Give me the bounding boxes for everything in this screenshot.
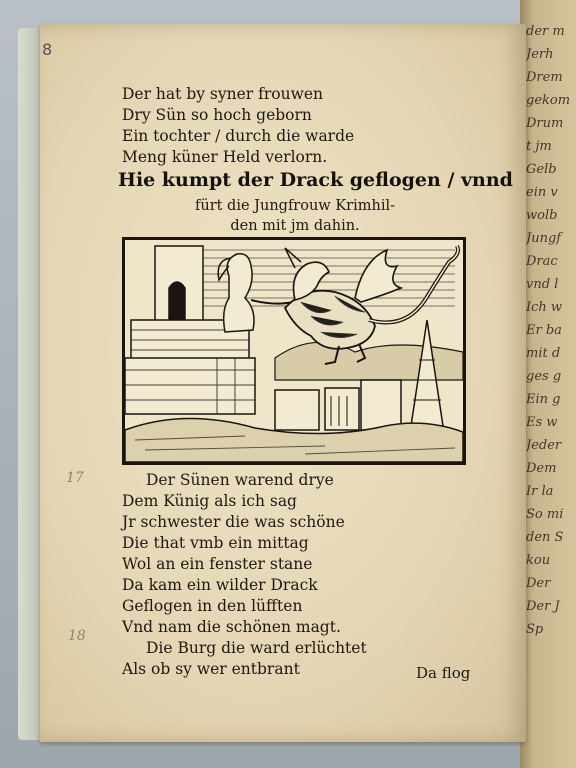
section-heading: Hie kumpt der Drack geflogen / vnnd — [118, 169, 513, 191]
facing-page-line: wolb — [526, 208, 558, 223]
verse-line: Als ob sy wer entbrant — [122, 660, 300, 678]
facing-page-line: der m — [526, 24, 565, 39]
verse-line: Dry Sün so hoch geborn — [122, 106, 312, 124]
margin-note: 17 — [66, 470, 84, 486]
facing-page-line: kou — [526, 553, 551, 568]
facing-page-line: mit d — [526, 346, 561, 361]
facing-page-line: Drum — [526, 116, 564, 131]
facing-page-line: Jungf — [526, 231, 562, 246]
facing-page-line: Ir la — [526, 484, 554, 499]
subheading-line: den mit jm dahin. — [230, 218, 360, 234]
verse-line: Die that vmb ein mittag — [122, 534, 309, 552]
verse-line: Da kam ein wilder Drack — [122, 576, 318, 594]
facing-page-line: t jm — [526, 139, 552, 154]
facing-page-line: Der J — [526, 599, 560, 614]
facing-page-line: den S — [526, 530, 564, 545]
verse-line: Die Burg die ward erlüchtet — [146, 639, 367, 657]
facing-page-line: Ein g — [526, 392, 561, 407]
margin-note: 18 — [68, 628, 86, 644]
facing-page-line: Gelb — [526, 162, 557, 177]
verse-line: Dem Künig als ich sag — [122, 492, 297, 510]
facing-page-line: gekom — [526, 93, 571, 108]
woodcut-illustration-dragon-abducting-maiden — [122, 237, 466, 465]
verse-line: Vnd nam die schönen magt. — [122, 618, 341, 636]
facing-page-line: Er ba — [526, 323, 562, 338]
page-corner-number: 8 — [42, 40, 53, 59]
facing-page-line: Sp — [526, 622, 544, 637]
facing-page-line: ges g — [526, 369, 562, 384]
facing-page-edge — [520, 0, 576, 768]
verse-line: Wol an ein fenster stane — [122, 555, 313, 573]
verse-stanza-top — [122, 84, 354, 168]
verse-line: Der hat by syner frouwen — [122, 85, 324, 103]
facing-page-line: So mi — [526, 507, 564, 522]
facing-page-line: Drac — [526, 254, 558, 269]
verse-line: Der Sünen warend drye — [146, 471, 334, 489]
facing-page-line: Drem — [526, 70, 563, 85]
facing-page-line: ein v — [526, 185, 558, 200]
facing-page-line: vnd l — [526, 277, 559, 292]
facing-page-line: Dem — [526, 461, 557, 476]
catchword: Da flog — [416, 664, 471, 682]
verse-stanza-bottom — [122, 470, 367, 680]
subheading-line: fürt die Jungfrouw Krimhil- — [194, 198, 395, 214]
facing-page-line: Es w — [526, 415, 558, 430]
verse-line: Geflogen in den lüfften — [122, 597, 303, 615]
facing-page-line: Jeder — [526, 438, 562, 453]
facing-page-line: Der — [526, 576, 551, 591]
verse-line: Meng küner Held verlorn. — [122, 148, 328, 166]
section-subheading — [160, 196, 430, 236]
verse-line: Jr schwester die was schöne — [122, 513, 345, 531]
facing-page-line: Ich w — [526, 300, 563, 315]
verse-line: Ein tochter / durch die warde — [122, 127, 355, 145]
facing-page-line: Jerh — [526, 47, 554, 62]
